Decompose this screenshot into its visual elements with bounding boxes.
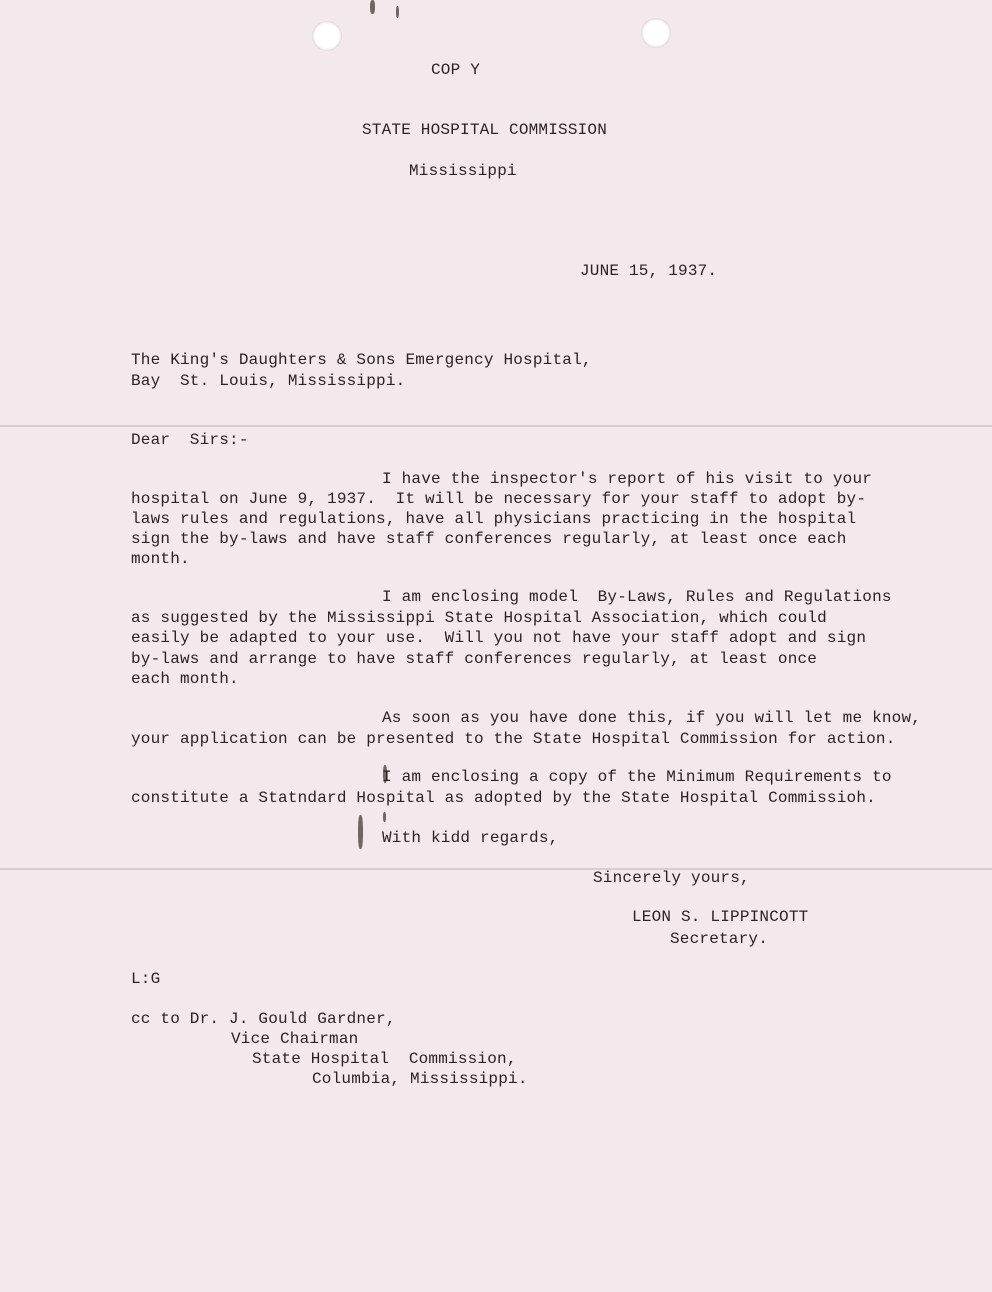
fold-crease: [0, 868, 992, 870]
body-line: easily be adapted to your use. Will you not have your staff adopt and sign: [131, 629, 867, 647]
body-line: hospital on June 9, 1937. It will be necessary for your staff to adopt by-: [131, 490, 867, 508]
closing-regards: With kidd regards,: [382, 829, 559, 847]
body-line: month.: [131, 550, 190, 568]
addressee-line: The King's Daughters & Sons Emergency Hospital,: [131, 351, 592, 369]
body-line: constitute a Statndard Hospital as adopted by the State Hospital Commissioh.: [131, 789, 876, 807]
body-line: I have the inspector's report of his visit to your: [382, 470, 873, 488]
body-line: I am enclosing a copy of the Minimum Requirements to: [382, 768, 892, 786]
copy-mark: COP Y: [431, 61, 481, 79]
salutation: Dear Sirs:-: [131, 431, 249, 449]
body-line: I am enclosing model By-Laws, Rules and Regulations: [382, 588, 892, 606]
body-line: your application can be presented to the State Hospital Commission for action.: [131, 730, 896, 748]
signer-name: LEON S. LIPPINCOTT: [632, 908, 809, 926]
reference-initials: L:G: [131, 970, 161, 988]
ink-stain: [396, 6, 399, 18]
body-line: laws rules and regulations, have all physicians practicing in the hospital: [131, 510, 857, 528]
cc-line: State Hospital Commission,: [252, 1050, 517, 1068]
letterhead-title: STATE HOSPITAL COMMISSION: [362, 121, 608, 139]
fold-crease: [0, 425, 992, 427]
body-line: by-laws and arrange to have staff conferences regularly, at least once: [131, 650, 818, 668]
letterhead-state: Mississippi: [409, 162, 517, 180]
punch-hole: [312, 21, 342, 51]
ink-stain: [383, 812, 386, 822]
body-line: sign the by-laws and have staff conferences regularly, at least once each: [131, 530, 847, 548]
letter-date: JUNE 15, 1937.: [580, 262, 718, 280]
cc-line: cc to Dr. J. Gould Gardner,: [131, 1010, 396, 1028]
body-line: each month.: [131, 670, 239, 688]
cc-line: Columbia, Mississippi.: [312, 1070, 528, 1088]
sign-off: Sincerely yours,: [593, 869, 750, 887]
ink-stain: [370, 0, 375, 14]
signer-title: Secretary.: [670, 930, 769, 948]
ink-stain: [358, 815, 363, 849]
body-line: As soon as you have done this, if you will let me know,: [382, 709, 922, 727]
punch-hole: [641, 18, 671, 48]
addressee-line: Bay St. Louis, Mississippi.: [131, 372, 406, 390]
body-line: as suggested by the Mississippi State Hospital Association, which could: [131, 609, 827, 627]
cc-line: Vice Chairman: [231, 1030, 359, 1048]
